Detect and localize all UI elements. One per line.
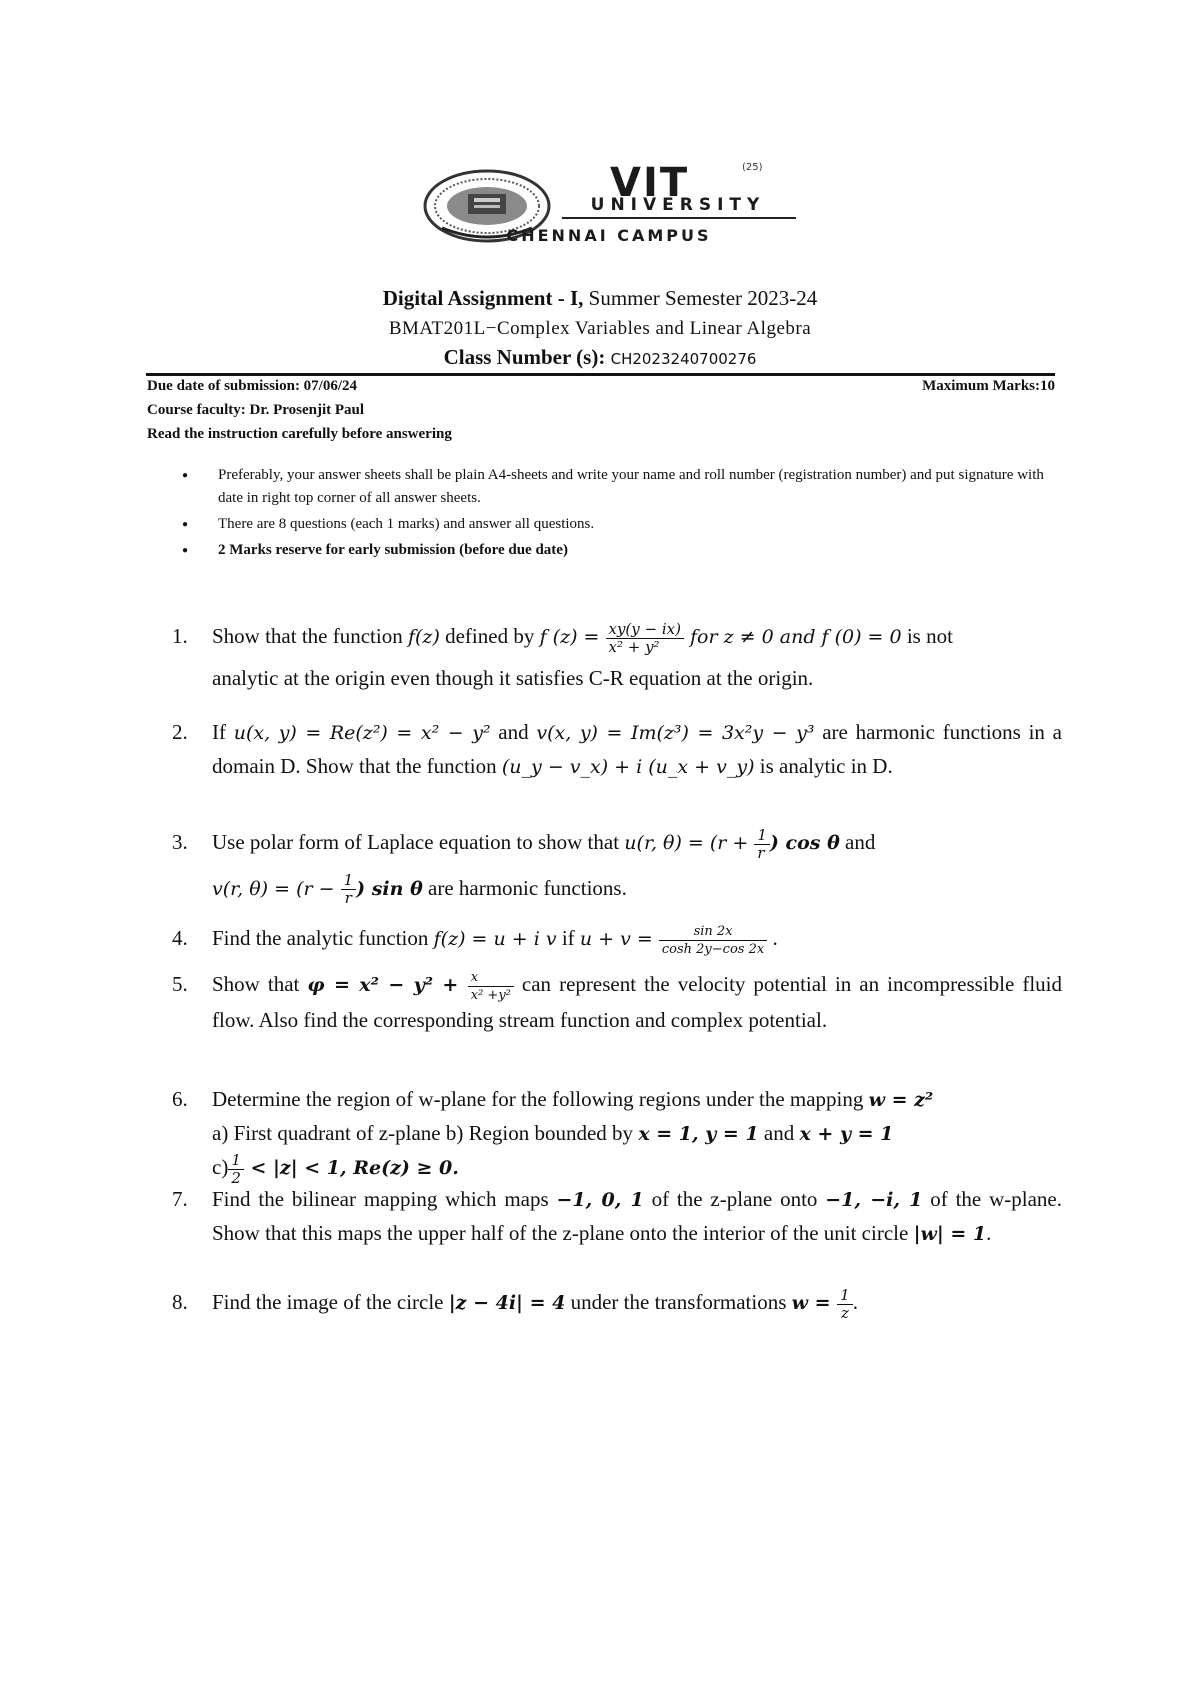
header-rule xyxy=(146,373,1055,376)
math-expression: u(r, θ) = (r + xyxy=(624,832,755,854)
question-text-continued xyxy=(212,872,1062,908)
question-text-part: if xyxy=(556,926,580,950)
question-text xyxy=(212,968,1062,1037)
due-date: Due date of submission: 07/06/24 xyxy=(147,378,358,394)
assignment-title xyxy=(0,286,1200,311)
fraction xyxy=(228,1152,244,1187)
question-4 xyxy=(172,922,1062,958)
question-number: 2. xyxy=(172,720,188,744)
assignment-title-bold: Digital Assignment - I, xyxy=(382,286,584,310)
question-text-part: is not xyxy=(901,624,953,648)
fraction-numerator: 1 xyxy=(228,1152,244,1170)
fraction-denominator: x² + y² xyxy=(608,637,660,656)
question-text-part: are harmonic functions in a domain D. Show that the function xyxy=(212,720,1062,778)
question-text-part: Show that the function xyxy=(212,624,408,648)
question-6-part-c xyxy=(212,1151,1062,1187)
question-5 xyxy=(172,968,1062,1037)
question-number: 8. xyxy=(172,1290,188,1314)
fraction-denominator: z xyxy=(840,1303,849,1322)
question-text-part: a) First quadrant of z-plane b) Region bounded by xyxy=(212,1121,639,1145)
fraction-numerator: 1 xyxy=(837,1287,853,1305)
question-text-part: If xyxy=(212,720,234,744)
question-text-part: and xyxy=(490,720,537,744)
question-text-part: is analytic in D. xyxy=(754,754,893,778)
logo-registered-mark: (25) xyxy=(742,162,763,173)
math-expression: ) sin θ xyxy=(356,877,423,900)
question-text-part: and xyxy=(758,1121,800,1145)
question-3 xyxy=(172,826,1062,907)
math-expression: w = z² xyxy=(868,1089,934,1111)
math-expression: −1, 0, 1 xyxy=(556,1189,644,1211)
question-text-part: c) xyxy=(212,1155,229,1179)
class-number-value: CH2023240700276 xyxy=(610,350,757,368)
math-expression: −1, −i, 1 xyxy=(825,1189,923,1211)
fraction xyxy=(606,621,684,656)
math-expression: f(z) = u + i v xyxy=(433,928,557,950)
math-expression: x + y = 1 xyxy=(799,1123,894,1145)
fraction-denominator: 2 xyxy=(231,1168,241,1187)
math-expression: |w| = 1 xyxy=(913,1223,987,1245)
fraction-numerator: sin 2x xyxy=(659,923,767,941)
fraction-numerator: 1 xyxy=(341,872,357,890)
instruction-item: ● 2 Marks reserve for early submission (before due date) xyxy=(180,539,1060,562)
class-number-label: Class Number (s): xyxy=(443,345,611,369)
fraction-numerator: x xyxy=(468,969,514,987)
instructions-list xyxy=(180,464,1060,565)
fraction xyxy=(659,923,767,958)
course-title: BMAT201L−Complex Variables and Linear Algebra xyxy=(388,318,812,339)
question-text xyxy=(212,1286,1062,1322)
question-8 xyxy=(172,1286,1062,1322)
logo-vit-text: VIT xyxy=(610,160,690,206)
question-text-part: of the z-plane onto xyxy=(643,1187,826,1211)
math-expression: φ = x² − y² + xyxy=(307,974,468,996)
question-text-part: and xyxy=(839,830,876,854)
question-text-part: defined by xyxy=(439,624,540,648)
question-2 xyxy=(172,716,1062,784)
question-text-part: . xyxy=(767,926,778,950)
question-1 xyxy=(172,620,1062,695)
instruction-item: ● Preferably, your answer sheets shall be plain A4-sheets and write your name and roll number (registration number) and put signature with date in right top corner of all answer sheets. xyxy=(180,464,1060,510)
math-expression: f(z) xyxy=(407,626,440,648)
question-text-part: Find the bilinear mapping which maps xyxy=(212,1187,557,1211)
math-expression: u(x, y) = Re(z²) = x² − y² xyxy=(233,722,491,744)
question-6 xyxy=(172,1083,1062,1187)
fraction-denominator: r xyxy=(757,843,765,862)
question-7 xyxy=(172,1183,1062,1251)
fraction-denominator: cosh 2y−cos 2x xyxy=(661,941,765,957)
math-expression: |z − 4i| = 4 xyxy=(448,1292,566,1314)
maximum-marks: Maximum Marks:10 xyxy=(922,378,1055,394)
question-text-part: Find the image of the circle xyxy=(212,1290,449,1314)
fraction xyxy=(837,1287,853,1322)
question-text-part: can represent the velocity potential in an incompressible fluid flow. Also find the corresponding stream function and complex potential. xyxy=(212,972,1062,1032)
math-expression: for z ≠ 0 and f (0) = 0 xyxy=(683,626,902,648)
question-number: 5. xyxy=(172,972,188,996)
question-text xyxy=(212,826,1062,862)
fraction xyxy=(754,827,770,862)
fraction xyxy=(468,969,514,1004)
question-text xyxy=(212,620,1062,656)
instruction-item: ● There are 8 questions (each 1 marks) and answer all questions. xyxy=(180,513,1060,536)
math-expression: v(r, θ) = (r − xyxy=(212,877,341,900)
logo-campus-text: CHENNAI CAMPUS xyxy=(506,226,712,245)
math-expression: < |z| < 1, Re(z) ≥ 0. xyxy=(243,1157,459,1179)
question-text-part: of the w-plane. Show that this maps the upper half of the z-plane onto the interior of the unit circle xyxy=(212,1187,1062,1245)
question-text-part: are harmonic functions. xyxy=(422,875,627,900)
read-instructions-note: Read the instruction carefully before answering xyxy=(147,426,452,442)
math-expression: u + v = xyxy=(579,928,659,950)
question-text-part: Show that xyxy=(212,972,308,996)
question-number: 3. xyxy=(172,830,188,854)
question-text xyxy=(212,922,1062,958)
question-text-part: . xyxy=(852,1290,858,1314)
question-6-part-a-b xyxy=(212,1117,1062,1151)
question-text-continued: analytic at the origin even though it satisfies C-R equation at the origin. xyxy=(212,665,814,690)
question-number: 7. xyxy=(172,1187,188,1211)
fraction-denominator: r xyxy=(344,889,352,908)
math-expression: w = xyxy=(791,1292,838,1314)
course-faculty: Course faculty: Dr. Prosenjit Paul xyxy=(147,402,365,418)
fraction-numerator: xy(y − ix) xyxy=(606,621,684,639)
question-number: 6. xyxy=(172,1087,188,1111)
fraction-denominator: x² +y² xyxy=(470,987,511,1003)
question-text-part: . xyxy=(986,1221,992,1245)
logo-divider xyxy=(562,217,796,219)
class-number-line xyxy=(0,345,1200,370)
math-expression: (u_y − v_x) + i (u_x + v_y) xyxy=(501,756,755,778)
math-expression: f (z) = xyxy=(539,626,606,648)
fraction-numerator: 1 xyxy=(754,827,770,845)
math-expression: v(x, y) = Im(z³) = 3x²y − y³ xyxy=(536,722,815,744)
question-text xyxy=(212,1183,1062,1251)
assignment-semester: Summer Semester 2023-24 xyxy=(583,286,818,310)
question-text xyxy=(212,716,1062,784)
question-text-part: Determine the region of w-plane for the following regions under the mapping xyxy=(212,1087,869,1111)
question-number: 1. xyxy=(172,624,188,648)
question-text-part: under the transformations xyxy=(565,1290,792,1314)
logo-university-text: UNIVERSITY xyxy=(590,195,766,215)
fraction xyxy=(341,872,357,907)
question-text-part: Find the analytic function xyxy=(212,926,434,950)
university-logo xyxy=(422,160,796,248)
question-text-part: Use polar form of Laplace equation to show that xyxy=(212,830,625,854)
math-expression: ) cos θ xyxy=(769,832,840,854)
math-expression: x = 1, y = 1 xyxy=(638,1123,759,1145)
question-number: 4. xyxy=(172,926,188,950)
question-text xyxy=(212,1083,1062,1117)
